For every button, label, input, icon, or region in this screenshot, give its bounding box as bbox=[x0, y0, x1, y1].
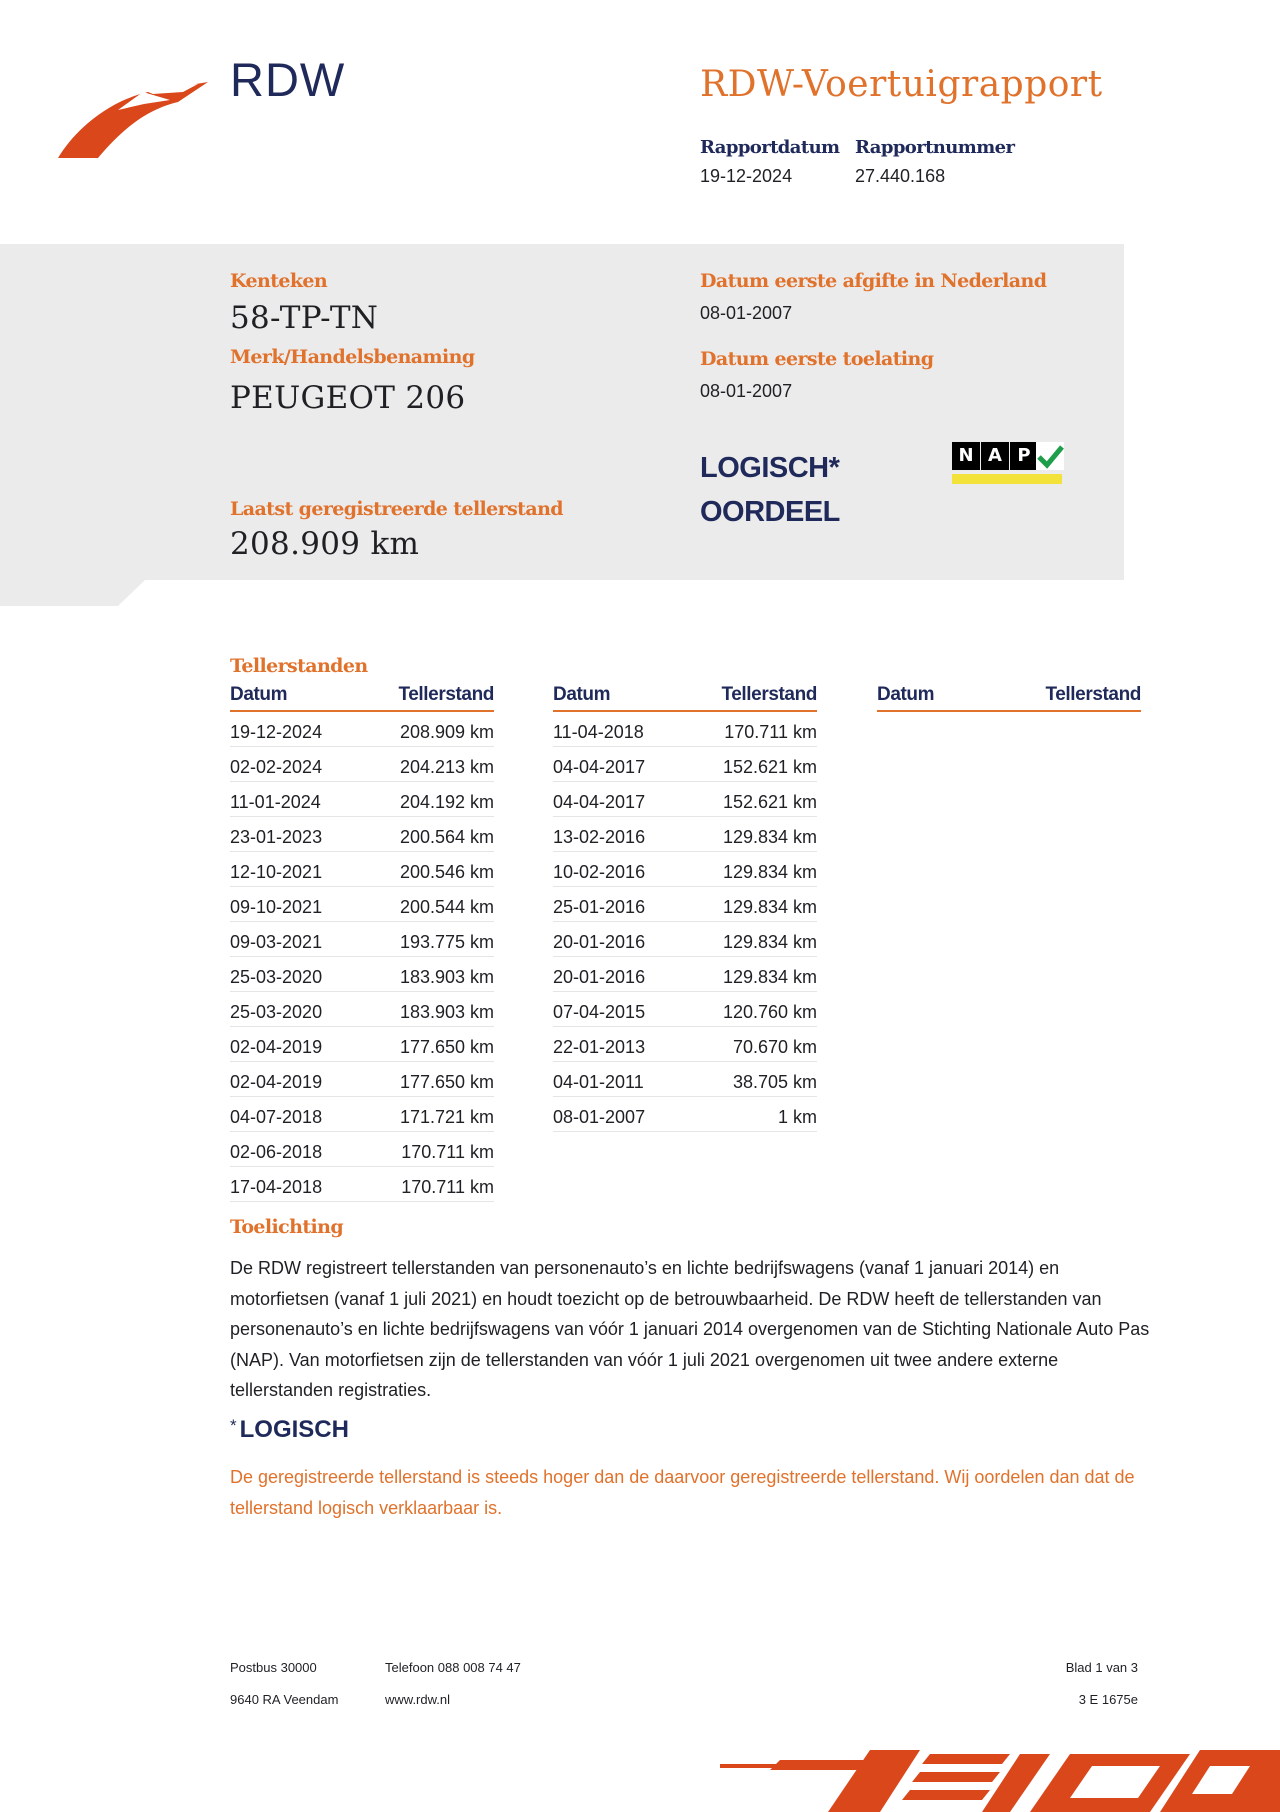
row-date: 04-04-2017 bbox=[553, 792, 646, 812]
first-issue-nl-label: Datum eerste afgifte in Nederland bbox=[700, 270, 1047, 292]
table-row bbox=[553, 1028, 817, 1062]
col-date-header: Datum bbox=[230, 684, 288, 705]
first-issue-nl-value: 08-01-2007 bbox=[700, 303, 793, 323]
table-header bbox=[877, 682, 1141, 712]
row-date: 25-01-2016 bbox=[553, 897, 646, 917]
table-row bbox=[230, 818, 494, 852]
footer-page-number: Blad 1 van 3 bbox=[1065, 1660, 1138, 1675]
nap-yellow-stripe bbox=[952, 474, 1062, 484]
verdict-line-1: LOGISCH* bbox=[700, 452, 840, 484]
row-reading: 120.760 km bbox=[722, 1002, 817, 1022]
table-row bbox=[553, 993, 817, 1027]
row-date: 25-03-2020 bbox=[230, 967, 323, 987]
row-reading: 38.705 km bbox=[732, 1072, 817, 1092]
row-reading: 183.903 km bbox=[399, 967, 494, 987]
table-row bbox=[553, 783, 817, 817]
vehicle-info-panel bbox=[0, 244, 1124, 606]
col-reading-header: Tellerstand bbox=[1045, 684, 1141, 705]
footer-city: 9640 RA Veendam bbox=[230, 1692, 339, 1707]
table-row bbox=[553, 818, 817, 852]
table-row bbox=[553, 958, 817, 992]
row-date: 17-04-2018 bbox=[230, 1177, 323, 1197]
logisch-explanation: De geregistreerde tellerstand is steeds hoger dan de daarvoor geregistreerde tellerstand. Wij oordelen dan dat de tellerstand logisch verklaarbaar is. bbox=[230, 1467, 1135, 1518]
row-date: 07-04-2015 bbox=[553, 1002, 646, 1022]
logisch-title: LOGISCH bbox=[239, 1416, 349, 1443]
footer-phone: Telefoon 088 008 74 47 bbox=[385, 1660, 521, 1675]
col-date-header: Datum bbox=[553, 684, 611, 705]
footer-postbus: Postbus 30000 bbox=[230, 1660, 317, 1675]
table-row bbox=[230, 993, 494, 1027]
table-row bbox=[553, 923, 817, 957]
notes-title: Toelichting bbox=[230, 1216, 344, 1238]
row-reading: 129.834 km bbox=[722, 862, 817, 882]
table-row bbox=[553, 888, 817, 922]
table-row bbox=[230, 958, 494, 992]
table-header bbox=[230, 682, 494, 712]
odometer-section-title: Tellerstanden bbox=[230, 655, 368, 677]
odometer-table-2 bbox=[553, 682, 817, 1132]
report-date-label: Rapportdatum bbox=[700, 137, 840, 158]
row-date: 19-12-2024 bbox=[230, 722, 323, 742]
footer-website-link[interactable]: www.rdw.nl bbox=[385, 1692, 451, 1707]
report-title: RDW-Voertuigrapport bbox=[700, 64, 1103, 105]
nap-letter-n: N bbox=[952, 442, 980, 470]
row-reading: 204.213 km bbox=[399, 757, 494, 777]
row-date: 20-01-2016 bbox=[553, 932, 646, 952]
table-row bbox=[230, 888, 494, 922]
table-row bbox=[553, 853, 817, 887]
report-number: 27.440.168 bbox=[855, 166, 946, 186]
asterisk: * bbox=[230, 1416, 237, 1435]
table-row bbox=[230, 923, 494, 957]
table-row bbox=[553, 713, 817, 747]
table-row bbox=[230, 783, 494, 817]
table-header bbox=[553, 682, 817, 712]
row-date: 10-02-2016 bbox=[553, 862, 646, 882]
row-reading: 177.650 km bbox=[399, 1072, 494, 1092]
row-reading: 170.711 km bbox=[401, 1142, 494, 1162]
row-reading: 171.721 km bbox=[399, 1107, 494, 1127]
row-reading: 183.903 km bbox=[399, 1002, 494, 1022]
table-row bbox=[230, 1098, 494, 1132]
col-reading-header: Tellerstand bbox=[721, 684, 817, 705]
row-reading: 129.834 km bbox=[722, 967, 817, 987]
table-row bbox=[230, 853, 494, 887]
checkmark-icon bbox=[1036, 442, 1064, 472]
odometer-table-1 bbox=[230, 682, 494, 1202]
plate-value: 58-TP-TN bbox=[230, 300, 379, 336]
nap-badge bbox=[950, 442, 1064, 486]
table-row bbox=[230, 1168, 494, 1202]
row-reading: 208.909 km bbox=[399, 722, 494, 742]
row-date: 08-01-2007 bbox=[553, 1107, 646, 1127]
table-row bbox=[230, 1133, 494, 1167]
row-date: 04-01-2011 bbox=[553, 1072, 644, 1092]
make-value: PEUGEOT 206 bbox=[230, 380, 466, 416]
row-date: 11-04-2018 bbox=[553, 722, 644, 742]
row-reading: 170.711 km bbox=[401, 1177, 494, 1197]
row-date: 13-02-2016 bbox=[553, 827, 646, 847]
report-date: 19-12-2024 bbox=[700, 166, 793, 186]
nap-letter-p: P bbox=[1010, 442, 1038, 470]
brand-name: RDW bbox=[230, 53, 346, 106]
row-reading: 129.834 km bbox=[722, 932, 817, 952]
row-date: 02-04-2019 bbox=[230, 1037, 323, 1057]
table-row bbox=[230, 1063, 494, 1097]
table-row bbox=[553, 1063, 817, 1097]
row-date: 09-10-2021 bbox=[230, 897, 323, 917]
nap-letter-a: A bbox=[981, 442, 1009, 470]
row-reading: 1 km bbox=[777, 1107, 817, 1127]
row-date: 11-01-2024 bbox=[230, 792, 321, 812]
report-number-label: Rapportnummer bbox=[855, 137, 1015, 158]
decorative-stripes bbox=[720, 1740, 1280, 1812]
row-reading: 70.670 km bbox=[732, 1037, 817, 1057]
first-admission-label: Datum eerste toelating bbox=[700, 348, 934, 370]
row-date: 22-01-2013 bbox=[553, 1037, 646, 1057]
row-reading: 193.775 km bbox=[399, 932, 494, 952]
row-reading: 177.650 km bbox=[399, 1037, 494, 1057]
table-row bbox=[230, 748, 494, 782]
notes-text: De RDW registreert tellerstanden van personenauto’s en lichte bedrijfswagens (vanaf 1 januari 2014) en motorfietsen (vanaf 1 juli 2021) en houdt toezicht op de betrouwbaarheid. De RDW heeft de tellerstanden van personenauto’s en lichte bedrijfswagens van vóór 1 januari 2014 overgenomen van de Stichting Nationale Auto Pas (NAP). Van motorfietsen zijn de tellerstanden van vóór 1 juli 2021 overgenomen uit twee andere externe tellerstanden registraties. bbox=[230, 1258, 1150, 1400]
last-odometer-value: 208.909 km bbox=[230, 526, 420, 562]
row-reading: 204.192 km bbox=[399, 792, 494, 812]
row-date: 09-03-2021 bbox=[230, 932, 323, 952]
row-reading: 152.621 km bbox=[722, 757, 817, 777]
row-reading: 200.546 km bbox=[399, 862, 494, 882]
row-date: 12-10-2021 bbox=[230, 862, 323, 882]
row-date: 04-07-2018 bbox=[230, 1107, 323, 1127]
row-date: 20-01-2016 bbox=[553, 967, 646, 987]
row-date: 02-06-2018 bbox=[230, 1142, 323, 1162]
make-label: Merk/Handelsbenaming bbox=[230, 346, 475, 368]
row-date: 25-03-2020 bbox=[230, 1002, 323, 1022]
plate-label: Kenteken bbox=[230, 270, 328, 292]
col-reading-header: Tellerstand bbox=[398, 684, 494, 705]
row-reading: 170.711 km bbox=[724, 722, 817, 742]
row-date: 02-02-2024 bbox=[230, 757, 323, 777]
row-reading: 200.544 km bbox=[399, 897, 494, 917]
row-reading: 200.564 km bbox=[399, 827, 494, 847]
odometer-table-3 bbox=[877, 682, 1141, 712]
footer-doc-code: 3 E 1675e bbox=[1078, 1692, 1138, 1707]
first-admission-value: 08-01-2007 bbox=[700, 381, 793, 401]
col-date-header: Datum bbox=[877, 684, 935, 705]
table-row bbox=[553, 1098, 817, 1132]
rdw-logo-icon bbox=[58, 80, 208, 160]
row-date: 23-01-2023 bbox=[230, 827, 323, 847]
table-row bbox=[230, 1028, 494, 1062]
table-row bbox=[230, 713, 494, 747]
row-reading: 129.834 km bbox=[722, 897, 817, 917]
verdict-line-2: OORDEEL bbox=[700, 496, 840, 528]
table-row bbox=[553, 748, 817, 782]
row-reading: 129.834 km bbox=[722, 827, 817, 847]
row-reading: 152.621 km bbox=[722, 792, 817, 812]
row-date: 04-04-2017 bbox=[553, 757, 646, 777]
row-date: 02-04-2019 bbox=[230, 1072, 323, 1092]
logisch-heading bbox=[230, 1416, 349, 1444]
last-odometer-label: Laatst geregistreerde tellerstand bbox=[230, 498, 563, 520]
